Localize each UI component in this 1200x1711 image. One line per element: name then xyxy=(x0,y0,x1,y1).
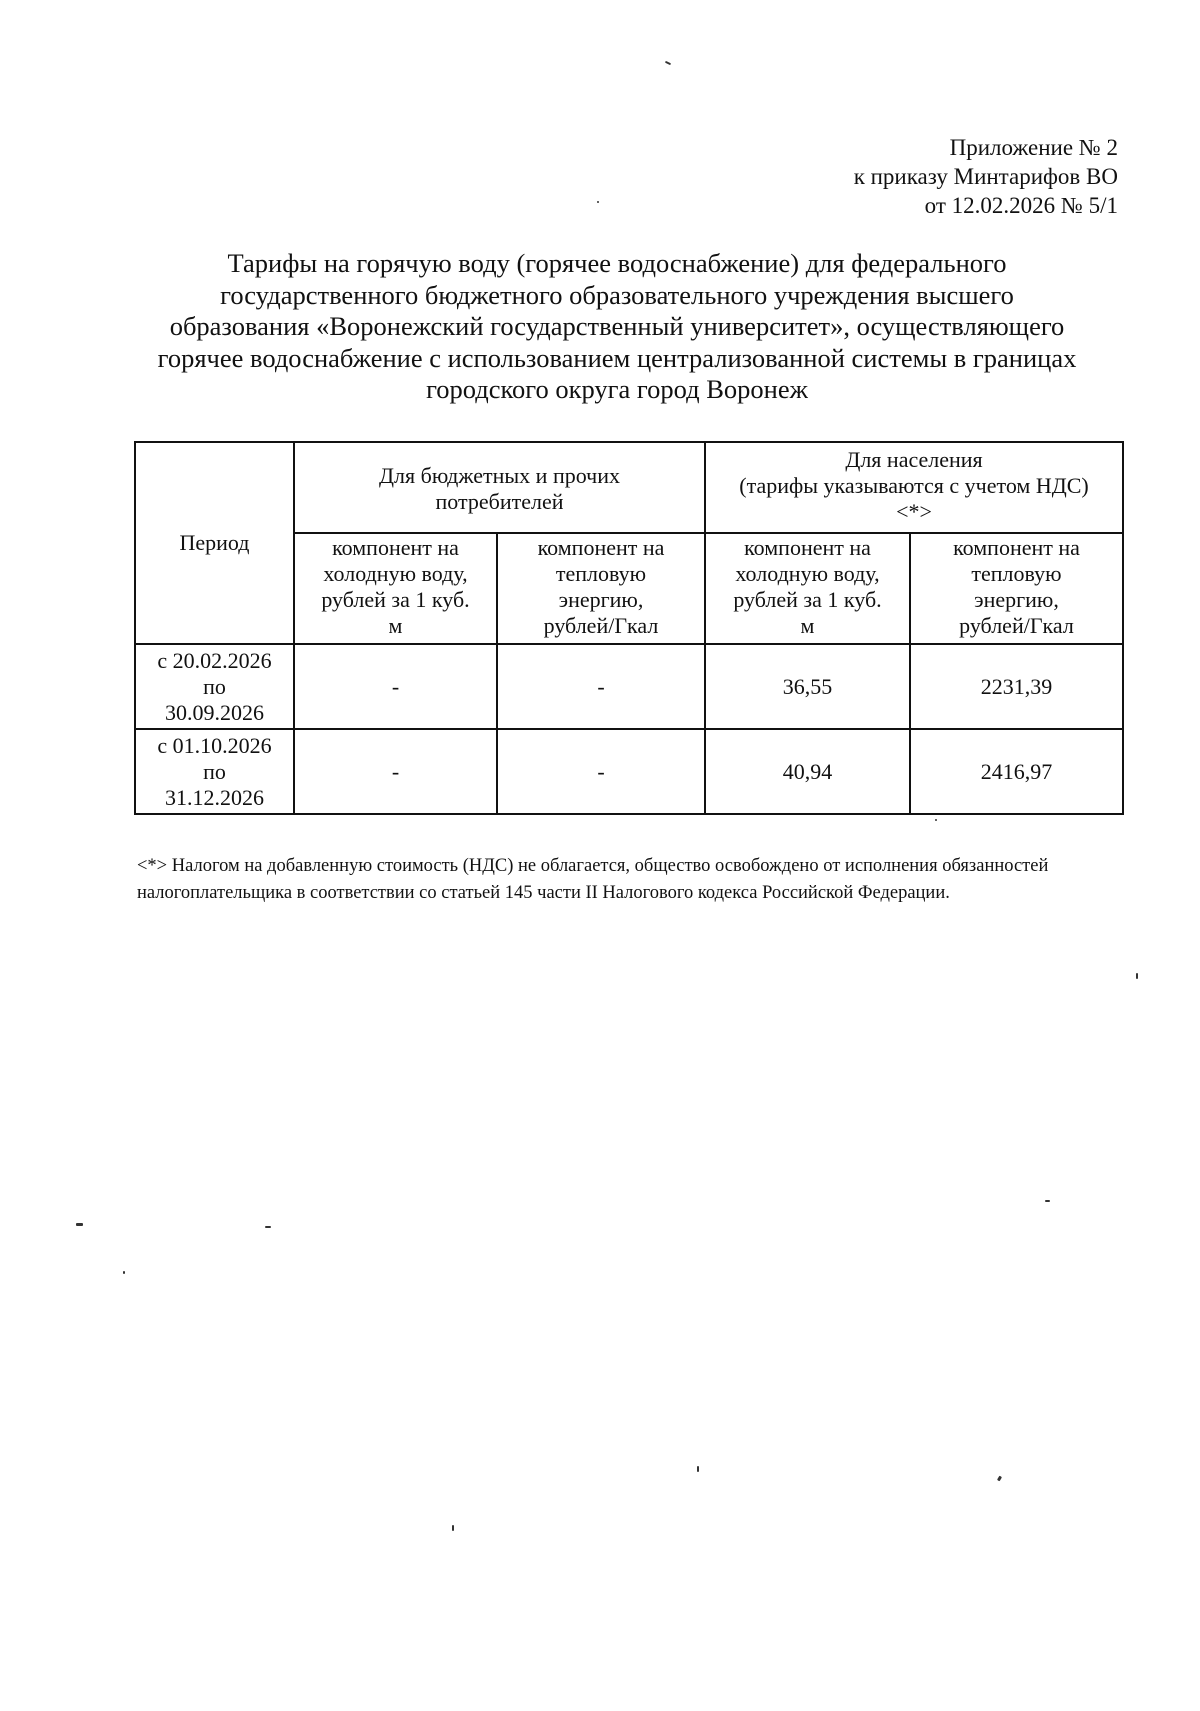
scan-speck xyxy=(452,1525,454,1531)
annex-number: Приложение № 2 xyxy=(949,135,1118,160)
scan-speck xyxy=(997,1476,1002,1482)
population-heat-energy-value: 2231,39 xyxy=(910,644,1123,729)
scan-speck xyxy=(1045,1200,1050,1202)
population-heat-energy-value: 2416,97 xyxy=(910,729,1123,814)
table-header-row xyxy=(135,442,1123,533)
document-title xyxy=(112,248,1122,406)
scan-speck xyxy=(597,201,599,203)
budget-consumers-header: Для бюджетных и прочих потребителей xyxy=(294,442,705,533)
title-line: образования «Воронежский государственный университет», осуществляющего xyxy=(169,311,1065,341)
title-line: Тарифы на горячую воду (горячее водоснабжение) для федерального xyxy=(227,248,1007,278)
population-cold-water-value: 36,55 xyxy=(705,644,910,729)
scan-speck xyxy=(123,1271,125,1274)
scan-speck xyxy=(665,61,671,65)
annex-reference xyxy=(854,133,1118,220)
scan-speck xyxy=(1136,973,1138,979)
budget-cold-water-header: компонент на холодную воду, рублей за 1 куб. м xyxy=(294,533,497,644)
annex-date: от 12.02.2026 № 5/1 xyxy=(924,193,1118,218)
budget-heat-energy-header: компонент на тепловую энергию, рублей/Гкал xyxy=(497,533,705,644)
tariff-table xyxy=(134,441,1124,815)
table-row xyxy=(135,644,1123,729)
scan-speck xyxy=(697,1466,699,1472)
scan-speck xyxy=(265,1226,271,1228)
population-cold-water-header: компонент на холодную воду, рублей за 1 куб. м xyxy=(705,533,910,644)
population-cold-water-value: 40,94 xyxy=(705,729,910,814)
budget-heat-energy-value: - xyxy=(497,644,705,729)
scan-speck xyxy=(935,819,937,821)
title-line: горячее водоснабжение с использованием централизованной системы в границах xyxy=(157,342,1077,373)
population-heat-energy-header: компонент на тепловую энергию, рублей/Гкал xyxy=(910,533,1123,644)
population-header: Для населения (тарифы указываются с учетом НДС) <*> xyxy=(705,442,1123,533)
period-cell: с 20.02.2026 по 30.09.2026 xyxy=(135,644,294,729)
footnote-line: налогоплательщика в соответствии со статьей 145 части II Налогового кодекса Российской Федерации. xyxy=(137,883,950,903)
period-header: Период xyxy=(135,442,294,644)
scan-speck xyxy=(76,1223,83,1226)
table-row xyxy=(135,729,1123,814)
budget-cold-water-value: - xyxy=(294,729,497,814)
budget-cold-water-value: - xyxy=(294,644,497,729)
title-line: государственного бюджетного образовательного учреждения высшего xyxy=(220,279,1014,310)
annex-order: к приказу Минтарифов ВО xyxy=(853,164,1118,189)
title-line: городского округа город Воронеж xyxy=(426,374,808,404)
period-cell: с 01.10.2026 по 31.12.2026 xyxy=(135,729,294,814)
footnote-line: <*> Налогом на добавленную стоимость (НДС) не облагается, общество освобождено от исполнения обязанностей xyxy=(137,856,1049,876)
vat-footnote xyxy=(137,853,1127,907)
budget-heat-energy-value: - xyxy=(497,729,705,814)
